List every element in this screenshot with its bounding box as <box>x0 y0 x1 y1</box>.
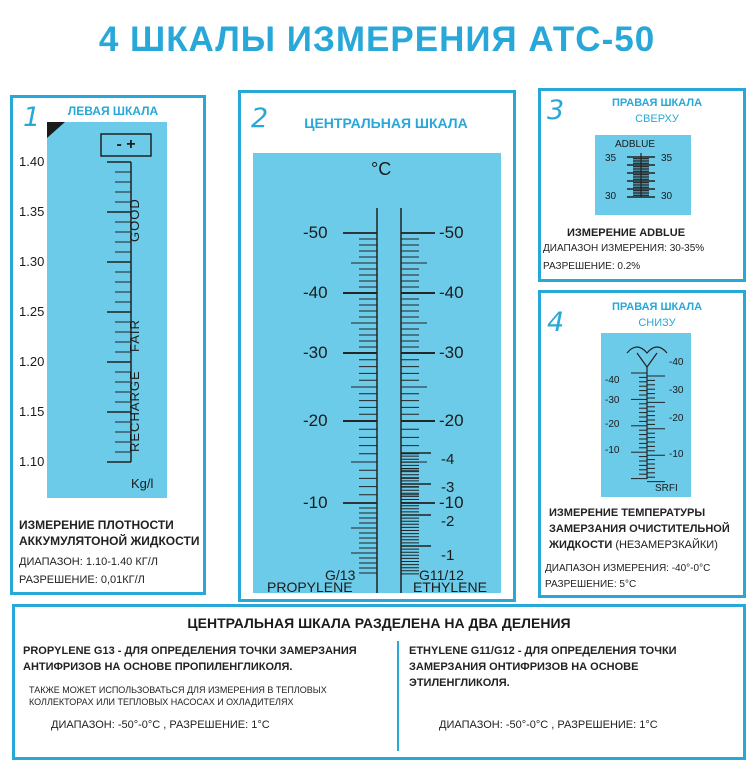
panel-subheading: СНИЗУ <box>638 317 676 329</box>
ethylene-tick-label: -10 <box>439 493 464 512</box>
ethylene-tick-label: -2 <box>441 513 455 530</box>
propylene-name-label: PROPYLENE <box>267 579 353 595</box>
panel-central-scale <box>238 90 516 602</box>
panel-right-bottom-scale <box>538 290 746 598</box>
propylene-range: ДИАПАЗОН: -50°-0°С , РАЗРЕШЕНИЕ: 1°С <box>51 719 270 731</box>
ethylene-line-1: ETHYLENE G11/G12 - ДЛЯ ОПРЕДЕЛЕНИЯ ТОЧКИ <box>409 645 677 657</box>
tick-label: 1.30 <box>19 254 45 269</box>
propylene-tick-label: -30 <box>303 343 328 362</box>
resolution-text: РАЗРЕШЕНИЕ: 5°С <box>545 579 637 590</box>
desc-line-3-extra: (НЕЗАМЕРЗКАЙКИ) <box>615 539 718 551</box>
tick-30-right: 30 <box>661 191 673 202</box>
propylene-line-1: PROPYLENE G13 - ДЛЯ ОПРЕДЕЛЕНИЯ ТОЧКИ ЗАМЕРЗАНИЯ <box>23 645 357 657</box>
propylene-code-label: G/13 <box>325 567 356 583</box>
propylene-tick-label: -20 <box>303 411 328 430</box>
washer-right-tick-label: -10 <box>669 449 684 460</box>
zone-fair-label: FAIR <box>127 319 142 352</box>
panel-heading: ЦЕНТРАЛЬНАЯ ШКАЛА <box>304 115 468 131</box>
panel-subheading: СВЕРХУ <box>635 113 679 125</box>
washer-left-tick-label: -20 <box>605 419 620 430</box>
desc-line-2: ЗАМЕРЗАНИЯ ОЧИСТИТЕЛЬНОЙ <box>549 523 730 535</box>
panel-bottom-explanation <box>12 604 746 760</box>
tick-35-right: 35 <box>661 153 673 164</box>
antifreeze-scale-drawing <box>253 153 501 593</box>
battery-density-scale <box>19 122 167 498</box>
ethylene-tick-label: -20 <box>439 411 464 430</box>
panel-heading: ПРАВАЯ ШКАЛА <box>611 97 703 109</box>
divider <box>397 641 399 751</box>
ethylene-tick-label: -3 <box>441 479 455 496</box>
ethylene-range: ДИАПАЗОН: -50°-0°С , РАЗРЕШЕНИЕ: 1°С <box>439 719 658 731</box>
desc-line-3-main: ЖИДКОСТИ <box>549 539 613 551</box>
adblue-scale-label: ADBLUE <box>615 139 656 150</box>
resolution-text: РАЗРЕШЕНИЕ: 0.2% <box>543 261 641 272</box>
panel-number: 2 <box>251 103 269 134</box>
range-text: ДИАПАЗОН ИЗМЕРЕНИЯ: -40°-0°С <box>545 563 711 574</box>
resolution-text: РАЗРЕШЕНИЕ: 0,01КГ/Л <box>19 574 145 586</box>
antifreeze-scale <box>253 153 501 593</box>
panel-heading: ЛЕВАЯ ШКАЛА <box>67 104 159 118</box>
tick-label: 1.20 <box>19 354 45 369</box>
ethylene-code-label: G11/12 <box>419 567 464 583</box>
ethylene-line-2: ЗАМЕРЗАНИЯ ОНТИФРИЗОВ НА ОСНОВЕ <box>409 661 639 673</box>
page-title: 4 ШКАЛЫ ИЗМЕРЕНИЯ АТС-50 <box>98 20 656 59</box>
washer-left-tick-label: -40 <box>605 375 620 386</box>
zone-recharge-label: RECHARGE <box>127 370 142 452</box>
propylene-tick-label: -10 <box>303 493 328 512</box>
propylene-note-2: КОЛЛЕКТОРАХ ИЛИ ТЕПЛОВЫХ НАСОСАХ И ОХЛАДИТЕЛЯХ <box>29 697 294 707</box>
panel-number: 4 <box>547 307 565 338</box>
tick-label: 1.35 <box>19 204 45 219</box>
ethylene-tick-label: -40 <box>439 283 464 302</box>
panel-number: 1 <box>23 102 41 133</box>
ethylene-name-label: ETHYLENE <box>413 579 487 595</box>
ethylene-tick-label: -4 <box>441 451 455 468</box>
srfi-label: SRFI <box>655 483 678 494</box>
washer-right-tick-label: -30 <box>669 385 684 396</box>
adblue-desc: ИЗМЕРЕНИЕ ADBLUE <box>567 227 686 239</box>
polarity-sign: - + <box>116 136 136 153</box>
zone-good-label: GOOD <box>127 198 142 242</box>
ethylene-tick-label: -30 <box>439 343 464 362</box>
propylene-tick-label: -40 <box>303 283 328 302</box>
desc-line-1: ИЗМЕРЕНИЕ ПЛОТНОСТИ <box>19 518 174 532</box>
washer-left-tick-label: -30 <box>605 395 620 406</box>
propylene-note-1: ТАКЖЕ МОЖЕТ ИСПОЛЬЗОВАТЬСЯ ДЛЯ ИЗМЕРЕНИЯ В ТЕПЛОВЫХ <box>29 685 327 695</box>
tick-label: 1.15 <box>19 404 45 419</box>
ethylene-line-3: ЭТИЛЕНГЛИКОЛЯ. <box>409 677 510 689</box>
washer-left-tick-label: -10 <box>605 445 620 456</box>
desc-line-3 <box>549 539 718 551</box>
desc-line-1: ИЗМЕРЕНИЕ ТЕМПЕРАТУРЫ <box>549 507 706 519</box>
ethylene-tick-label: -50 <box>439 223 464 242</box>
panel-heading: ПРАВАЯ ШКАЛА <box>611 301 703 313</box>
desc-line-2: АККУМУЛЯТОНОЙ ЖИДКОСТИ <box>19 534 200 548</box>
range-text: ДИАПАЗОН ИЗМЕРЕНИЯ: 30-35% <box>543 243 705 254</box>
propylene-tick-label: -50 <box>303 223 328 242</box>
tick-label: 1.10 <box>19 454 45 469</box>
celsius-unit-label: °C <box>371 159 392 179</box>
range-text: ДИАПАЗОН: 1.10-1.40 КГ/Л <box>19 556 158 568</box>
panel-number: 3 <box>547 95 565 126</box>
tick-label: 1.40 <box>19 154 45 169</box>
tick-35-left: 35 <box>605 153 617 164</box>
propylene-line-2: АНТИФРИЗОВ НА ОСНОВЕ ПРОПИЛЕНГЛИКОЛЯ. <box>23 661 293 673</box>
washer-fluid-scale <box>601 333 691 497</box>
bottom-heading: ЦЕНТРАЛЬНАЯ ШКАЛА РАЗДЕЛЕНА НА ДВА ДЕЛЕНИЯ <box>187 615 571 631</box>
unit-label: Kg/l <box>131 476 154 491</box>
panel-left-scale <box>10 95 206 595</box>
ethylene-tick-label: -1 <box>441 547 455 564</box>
washer-right-tick-label: -40 <box>669 357 684 368</box>
panel-right-top-scale <box>538 88 746 282</box>
battery-density-scale-drawing <box>47 122 167 498</box>
tick-30-left: 30 <box>605 191 617 202</box>
tick-label: 1.25 <box>19 304 45 319</box>
washer-right-tick-label: -20 <box>669 413 684 424</box>
adblue-scale <box>595 135 691 215</box>
